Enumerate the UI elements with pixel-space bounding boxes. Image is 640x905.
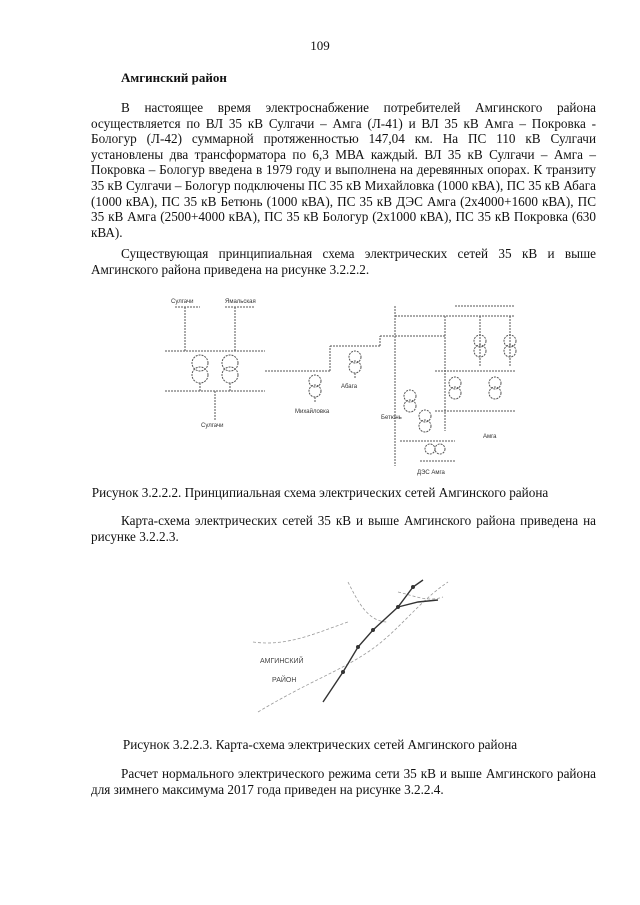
label-abaga: Абага [341, 384, 358, 390]
figure1-caption: Рисунок 3.2.2.2. Принципиальная схема электрических сетей Амгинского района [91, 485, 549, 500]
label-amga: Амга [483, 434, 497, 440]
label-betyun: Бетюнь [381, 415, 402, 421]
map-schema-figure [248, 562, 456, 717]
label-sulgachi-top: Сулгачи [171, 299, 194, 305]
paragraph-schema-reference: Существующая принципиальная схема электрических сетей 35 кВ и выше Амгинского района приведена на рисунке 3.2.2.2. [91, 246, 596, 277]
principal-schema-figure [155, 291, 525, 477]
figure2-caption: Рисунок 3.2.2.3. Карта-схема электрических сетей Амгинского района [122, 737, 518, 752]
label-sulgachi-bottom: Сулгачи [201, 423, 224, 429]
section-heading: Амгинский район [121, 70, 227, 85]
page-number: 109 [310, 38, 330, 53]
label-des-amga: ДЭС Амга [417, 470, 445, 476]
paragraph-calculation-reference: Расчет нормального электрического режима сети 35 кВ и выше Амгинского района для зимнего максимума 2017 года приведен на рисунке 3.2.2.4. [91, 766, 596, 797]
map-label-line2: РАЙОН [272, 677, 297, 684]
label-mikhaylovka: Михайловка [295, 409, 330, 415]
map-label-line1: АМГИНСКИЙ [260, 658, 304, 665]
paragraph-map-reference: Карта-схема электрических сетей 35 кВ и выше Амгинского района приведена на рисунке 3.2.2.3. [91, 513, 596, 544]
paragraph-power-supply: В настоящее время электроснабжение потребителей Амгинского района осуществляется по ВЛ 35 кВ Сулгачи – Амга (Л-41) и ВЛ 35 кВ Амга – Покровка - Бологур (Л-42) суммарной протяженностью 147,04 км. На ПС 110 кВ Сулгачи установлены два трансформатора по 6,3 МВА каждый. ВЛ 35 кВ Сулгачи – Амга – Покровка – Бологур введена в 1979 году и выполнена на деревянных опорах. К транзиту 35 кВ Сулгачи – Бологур подключены ПС 35 кВ Михайловка (1000 кВА), ПС 35 кВ Абага (1000 кВА), ПС 35 кВ Бетюнь (1000 кВА), ПС 35 кВ ДЭС Амга (2х4000+1600 кВА), ПС 35 кВ Амга (2500+4000 кВА), ПС 35 кВ Бологур (2х1000 кВА), ПС 35 кВ Покровка (630 кВА). [91, 100, 596, 240]
label-nizhniy: Ямальская [225, 299, 256, 305]
